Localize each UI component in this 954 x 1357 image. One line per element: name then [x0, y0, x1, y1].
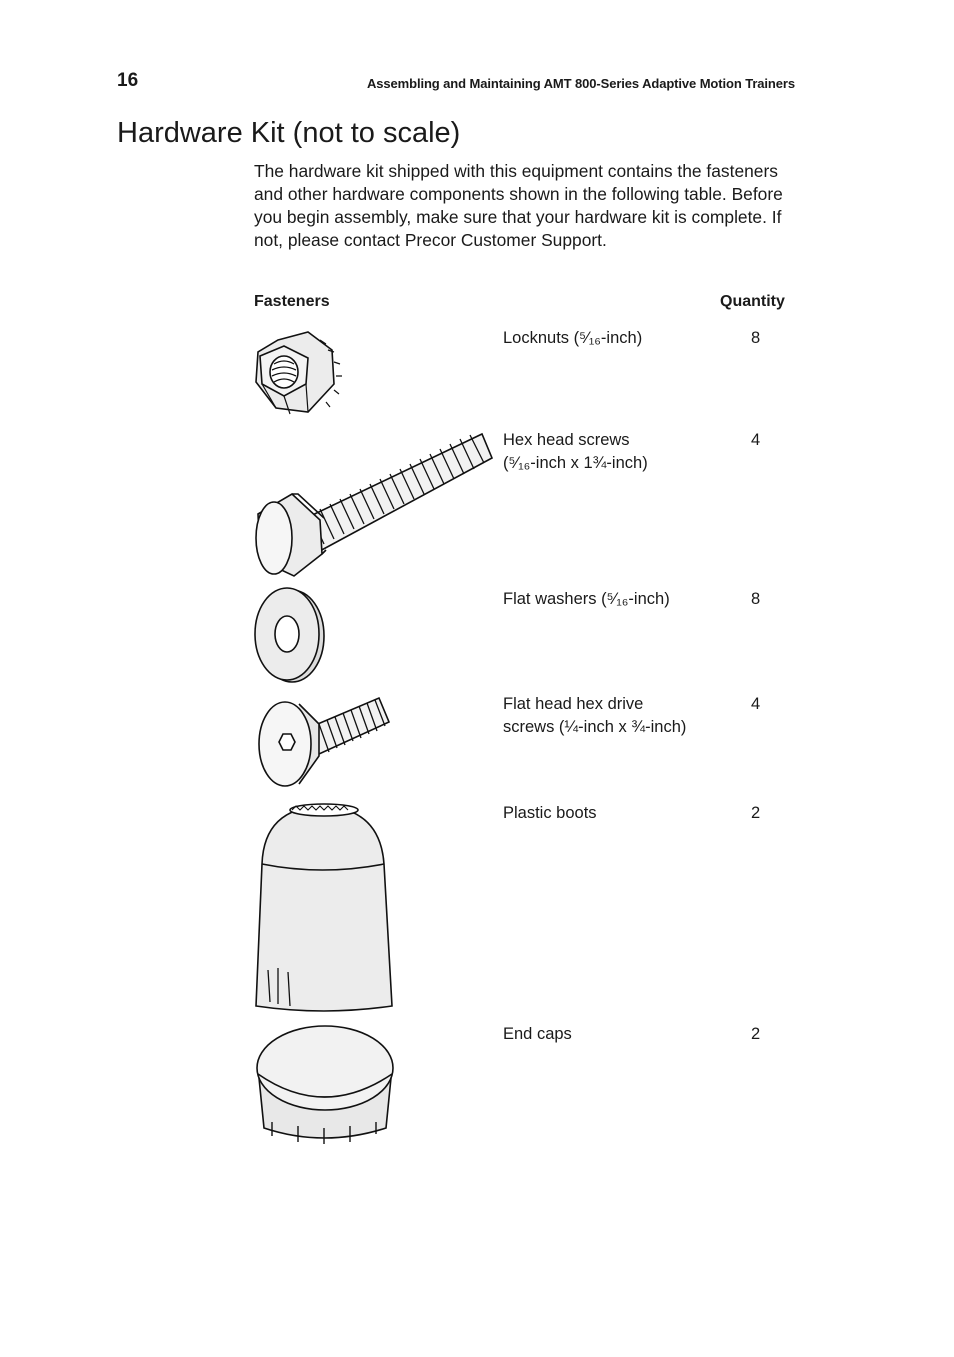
item-quantity-hex-head-screws: 4	[751, 431, 761, 449]
item-description-flat-washers: Flat washers (⁵⁄₁₆-inch)	[503, 590, 670, 608]
locknut-icon	[250, 322, 350, 422]
quantity-column-header: Quantity	[720, 293, 785, 310]
item-quantity-locknuts: 8	[751, 329, 761, 347]
fasteners-column-header: Fasteners	[254, 293, 330, 310]
page-number: 16	[117, 70, 139, 91]
item-quantity-flat-head-screws: 4	[751, 695, 761, 713]
item-quantity-end-caps: 2	[751, 1025, 761, 1043]
end-cap-icon	[252, 1022, 398, 1144]
item-description-locknuts: Locknuts (⁵⁄₁₆-inch)	[503, 329, 643, 347]
item-description-hex-head-screws: Hex head screws (⁵⁄₁₆-inch x 1¾-inch)	[503, 431, 648, 472]
hex-head-screw-icon	[252, 428, 494, 578]
page-title: Hardware Kit (not to scale)	[117, 117, 461, 149]
flat-head-screw-icon	[255, 696, 395, 790]
item-description-flat-head-screws: Flat head hex drive screws (¼-inch x ¾-inch)	[503, 695, 687, 736]
running-header: Assembling and Maintaining AMT 800-Series Adaptive Motion Trainers	[366, 76, 795, 91]
item-description-end-caps: End caps	[503, 1025, 572, 1043]
flat-washer-icon	[252, 586, 332, 684]
plastic-boot-icon	[252, 800, 398, 1014]
item-description-plastic-boots: Plastic boots	[503, 804, 597, 822]
item-quantity-plastic-boots: 2	[751, 804, 761, 822]
item-quantity-flat-washers: 8	[751, 590, 761, 608]
intro-paragraph: The hardware kit shipped with this equipment contains the fasteners and other hardware components shown in the following table. Before you begin assembly, make sure that your hardware kit is complete. If not, please contact Precor Customer Support.	[254, 161, 783, 250]
